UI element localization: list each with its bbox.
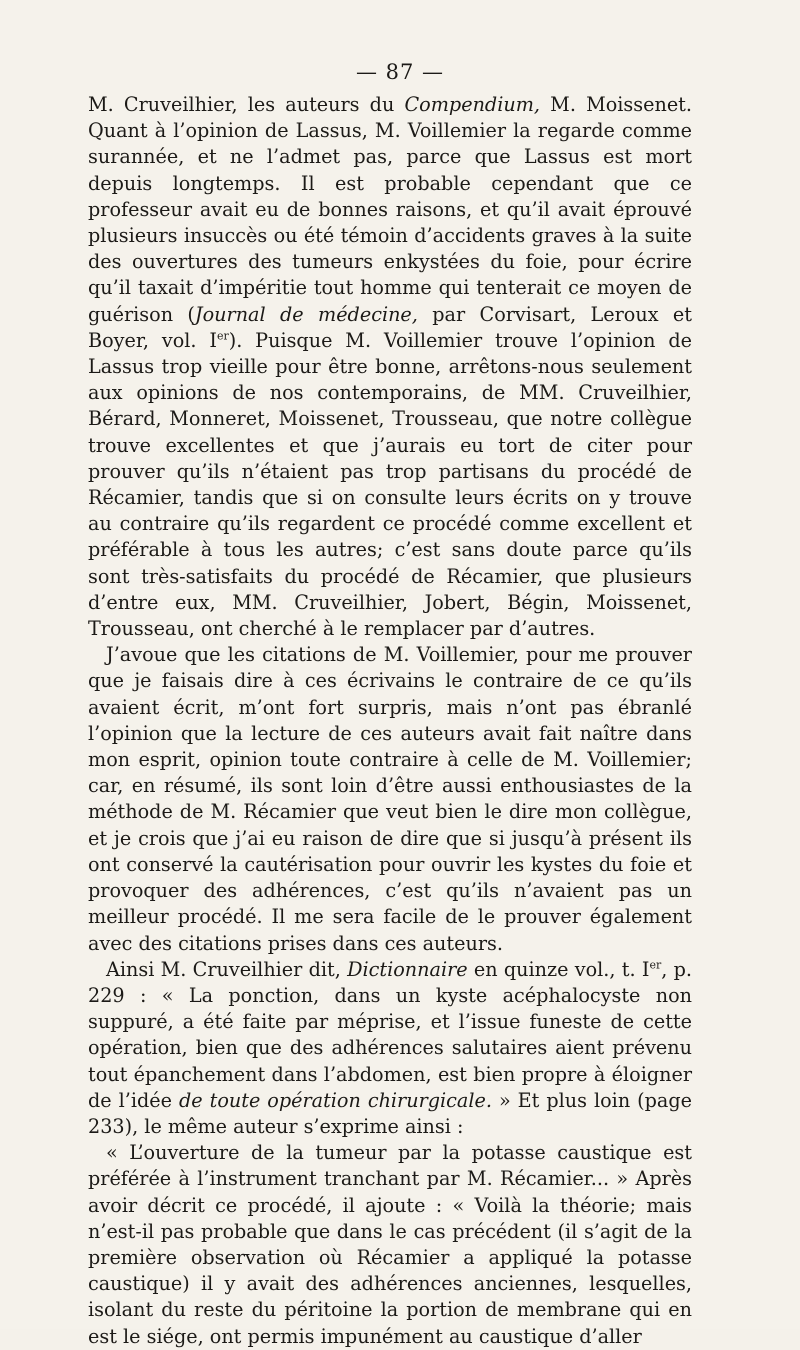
text-run: par Corvisart, Leroux et Boyer, vol. I: [88, 302, 692, 352]
text-run: « L’ouverture de la tumeur par la potasse caustique est préférée à l’instrument tranchant par M. Récamier... » Après avoir décrit ce procédé, il ajoute : « Voilà la théorie; mais n’est-il pas probable que dans le cas précédent (il s’agit de la première observation où Récamier a appliqué la potasse caustique) il y avait des adhérences anciennes, lesquelles, isolant du reste du péritoine la portion de membrane qui en est le siége, ont permis impunément au caustique d’aller: [88, 1141, 692, 1348]
text-run: ). Puisque M. Voillemier trouve l’opinion de Lassus trop vieille pour être bonne, arrêtons-nous seulement aux opinions de nos contemporains, de MM. Cruveilhier, Bérard, Monneret, Moissenet, Trousseau, que notre collègue trouve excellentes et que j’aurais eu tort de citer pour prouver qu’ils n’étaient pas trop partisans du procédé de Récamier, tandis que si on consulte leurs écrits on y trouve au contraire qu’ils regardent ce procédé comme excellent et préférable à tous les autres; c’est sans doute parce qu’ils sont très-satisfaits du procédé de Récamier, que plusieurs d’entre eux, MM. Cruveilhier, Jobert, Bégin, Moissenet, Trousseau, ont cherché à le remplacer par d’autres.: [88, 328, 692, 641]
italic-text: Compendium,: [404, 93, 540, 116]
paragraph-3: [88, 957, 692, 1140]
paragraph-1: [88, 92, 692, 642]
superscript-text: er: [216, 329, 229, 343]
text-run: en quinze vol., t. I: [467, 957, 650, 981]
text-run: Ainsi M. Cruveilhier dit,: [106, 957, 348, 981]
text-run: , p. 229 : « La ponction, dans un kyste acéphalocyste non suppuré, a été faite par méprise, et l’issue funeste de cette opération, bien que des adhérences salutaires aient prévenu tout épanchement dans l’abdomen, est bien propre à éloigner de l’idée: [88, 957, 692, 1112]
text-run: » Et plus loin (page 233), le même auteur s’exprime ainsi :: [88, 1088, 693, 1138]
text-run: M. Moissenet. Quant à l’opinion de Lassus, M. Voillemier la regarde comme surannée, et ne l’admet pas, parce que Lassus est mort depuis longtemps. Il est probable cependant que ce professeur avait eu de bonnes raisons, et qu’il avait éprouvé plusieurs insuccès ou été témoin d’accidents graves à la suite des ouvertures des tumeurs enkystées du foie, pour écrire qu’il taxait d’impéritie tout homme qui tenterait ce moyen de guérison (: [88, 93, 692, 326]
superscript-text: er: [649, 958, 662, 972]
body-text: [88, 92, 692, 1350]
italic-text: de toute opération chirurgicale.: [178, 1088, 492, 1112]
text-run: J’avoue que les citations de M. Voillemier, pour me prouver que je faisais dire à ces écrivains le contraire de ce qu’ils avaient écrit, m’ont fort surpris, mais n’ont pas ébranlé l’opinion que la lecture de ces auteurs avait fait naître dans mon esprit, opinion toute contraire à celle de M. Voillemier; car, en résumé, ils sont loin d’être aussi enthousiastes de la méthode de M. Récamier que veut bien le dire mon collègue, et je crois que j’ai eu raison de dire que si jusqu’à présent ils ont conservé la cautérisation pour ouvrir les kystes du foie et provoquer des adhérences, c’est qu’ils n’avaient pas un meilleur procédé. Il me sera facile de le prouver également avec des citations prises dans ces auteurs.: [88, 643, 692, 955]
paragraph-2: [88, 642, 692, 956]
page-number: — 87 —: [355, 60, 445, 84]
italic-text: Dictionnaire: [347, 957, 468, 981]
paragraph-4: [88, 1140, 692, 1350]
text-run: M. Cruveilhier, les auteurs du: [88, 93, 405, 116]
italic-text: Journal de médecine,: [194, 302, 418, 326]
